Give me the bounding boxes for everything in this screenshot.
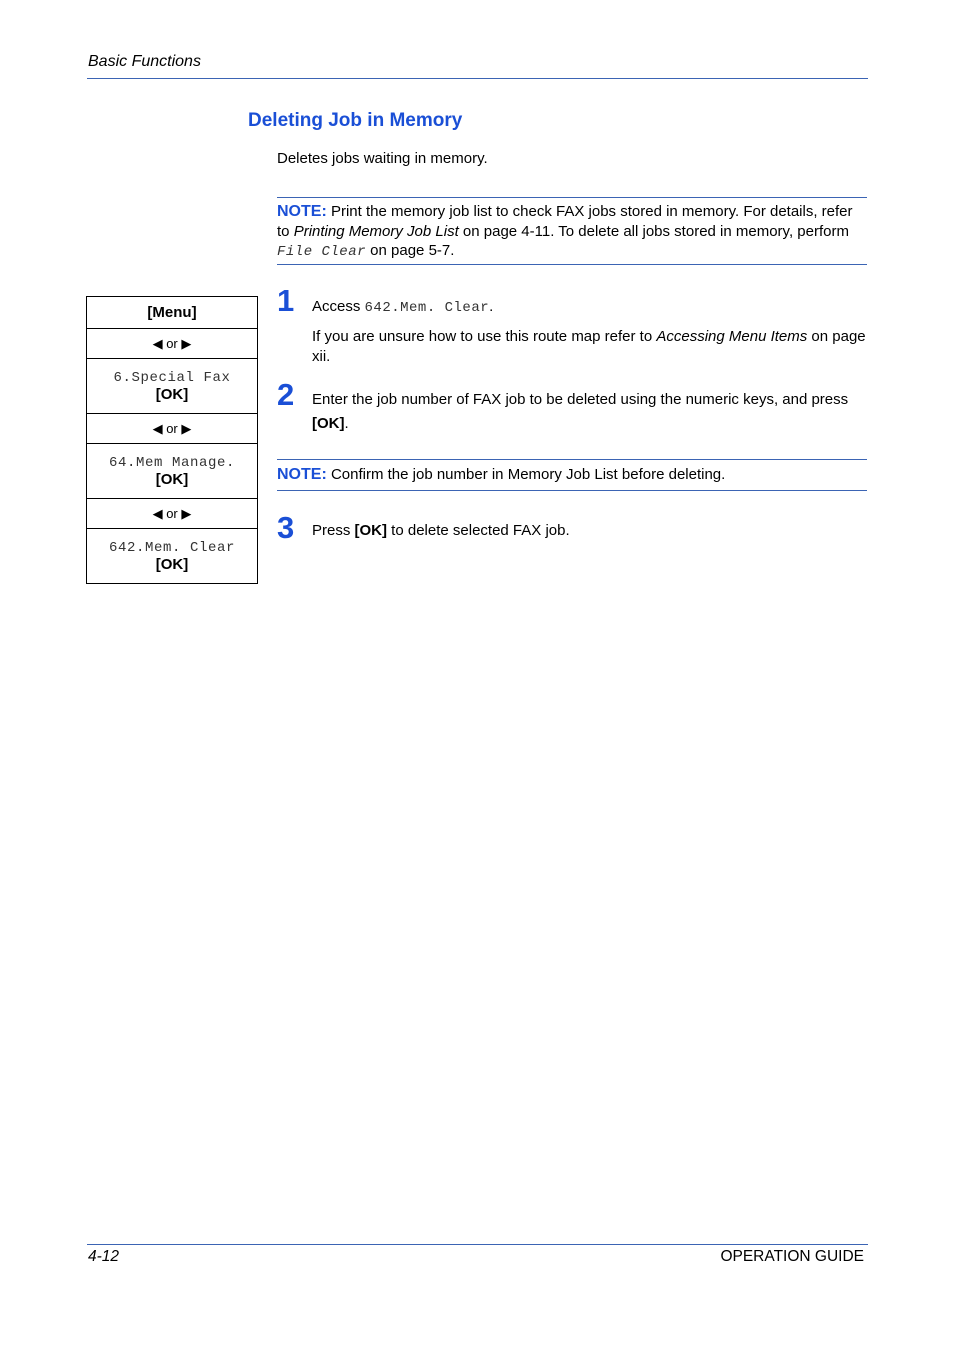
arrow-row: [87, 499, 258, 529]
note-text: on page 5-7.: [366, 242, 455, 259]
ok-key-label: [OK]: [155, 470, 189, 488]
header-rule: [87, 78, 868, 79]
right-arrow-icon: ▶: [181, 420, 192, 436]
menu-step: [87, 444, 258, 499]
note-label: NOTE:: [277, 203, 327, 220]
right-arrow-icon: ▶: [181, 505, 192, 521]
menu-item-label: 642.Mem. Clear: [108, 539, 236, 556]
note-reference: Printing Memory Job List: [293, 222, 459, 240]
footer-rule: [87, 1244, 868, 1245]
step-number: 2: [277, 377, 295, 412]
note-box: [277, 459, 867, 491]
note-label: NOTE:: [277, 466, 327, 483]
step-text-part: Enter the job number of FAX job to be deleted using the numeric keys, and press: [312, 391, 849, 408]
left-arrow-icon: ◀: [152, 335, 163, 351]
menu-step: [87, 359, 258, 414]
note-box: [277, 197, 867, 265]
step-text: [312, 297, 867, 319]
menu-item-label: 64.Mem Manage.: [108, 454, 236, 471]
step-reference: Accessing Menu Items: [656, 328, 808, 345]
note-mono-reference: File Clear: [277, 244, 367, 260]
step-text-part: .: [344, 415, 349, 432]
step-mono-text: 642.Mem. Clear: [364, 300, 490, 316]
step-number: 3: [277, 510, 295, 545]
ok-key-label: [OK]: [155, 385, 189, 403]
menu-item-label: 6.Special Fax: [113, 369, 231, 386]
running-header: Basic Functions: [88, 53, 201, 70]
step-text-part: Access: [312, 298, 365, 315]
step-text: [312, 388, 867, 436]
right-arrow-icon: ▶: [181, 335, 192, 351]
guide-title: OPERATION GUIDE: [720, 1248, 864, 1265]
step-subtext: [312, 327, 867, 366]
route-map-table: [86, 296, 258, 584]
step-text-part: to delete selected FAX job.: [387, 522, 570, 539]
step-number: 1: [277, 283, 295, 318]
note-text: Confirm the job number in Memory Job List before deleting.: [326, 466, 726, 483]
page-number: 4-12: [88, 1248, 120, 1265]
or-label: or: [162, 420, 182, 436]
step-text-part: If you are unsure how to use this route map refer to: [312, 328, 657, 345]
arrow-row: [87, 414, 258, 444]
ok-key-label: [OK]: [155, 555, 189, 573]
ok-key-label: [OK]: [354, 522, 388, 539]
left-arrow-icon: ◀: [152, 420, 163, 436]
or-label: or: [162, 335, 182, 351]
step-text-part: Press: [312, 522, 355, 539]
menu-step: [87, 529, 258, 584]
ok-key-label: [OK]: [312, 415, 345, 432]
step-text-part: on page xii.: [312, 328, 866, 365]
menu-key-label: [Menu]: [87, 297, 258, 329]
section-title: Deleting Job in Memory: [248, 110, 463, 131]
note-text: on page 4-11. To delete all jobs stored in memory, perform: [458, 222, 849, 240]
section-intro: Deletes jobs waiting in memory.: [277, 150, 488, 167]
step-text: [312, 521, 867, 541]
step-text-part: .: [489, 298, 494, 315]
arrow-row: [87, 329, 258, 359]
note-text: Print the memory job list to check FAX jobs stored in memory. For details, refer to: [277, 203, 853, 240]
or-label: or: [162, 505, 182, 521]
left-arrow-icon: ◀: [152, 505, 163, 521]
